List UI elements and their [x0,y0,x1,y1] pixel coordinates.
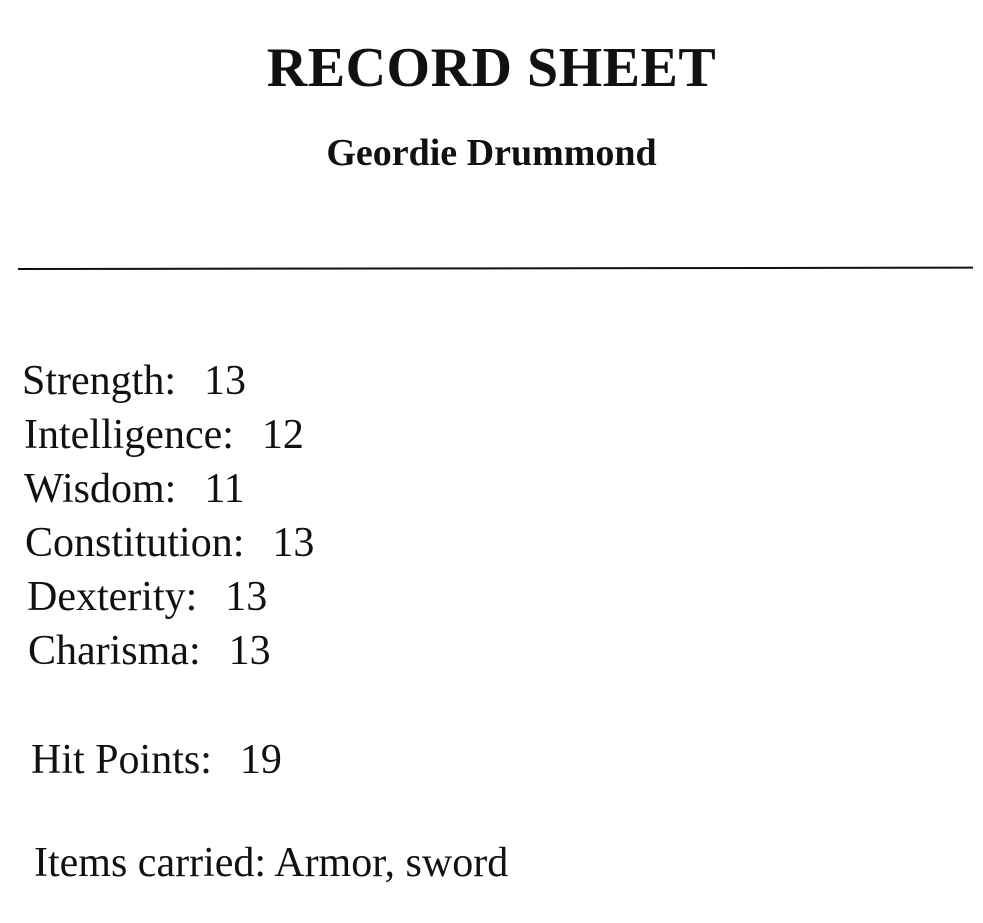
attribute-label: Wisdom: [24,466,177,512]
attribute-wisdom [24,468,245,510]
items-label: Items carried: [34,840,267,886]
hit-points-label: Hit Points: [31,737,212,783]
attribute-label: Dexterity: [27,574,198,620]
attribute-strength [22,360,246,402]
attribute-constitution [25,522,314,564]
attribute-value: 11 [204,466,245,512]
divider [18,267,973,270]
hit-points [31,739,282,781]
attribute-charisma [28,630,271,672]
attribute-label: Strength: [22,358,176,404]
attribute-value: 13 [272,520,315,566]
attribute-value: 13 [228,628,271,674]
attribute-value: 12 [261,412,304,458]
attribute-value: 13 [204,358,246,404]
attribute-dexterity [27,576,267,618]
attribute-intelligence [24,414,304,456]
items-carried [34,842,508,884]
character-name: Geordie Drummond [326,132,657,174]
items-value: Armor, sword [274,840,509,886]
attribute-label: Intelligence: [24,412,234,458]
attribute-value: 13 [225,574,268,620]
attribute-label: Charisma: [28,628,201,674]
attribute-label: Constitution: [25,520,245,566]
hit-points-value: 19 [239,737,282,783]
page-title: RECORD SHEET [266,37,717,99]
